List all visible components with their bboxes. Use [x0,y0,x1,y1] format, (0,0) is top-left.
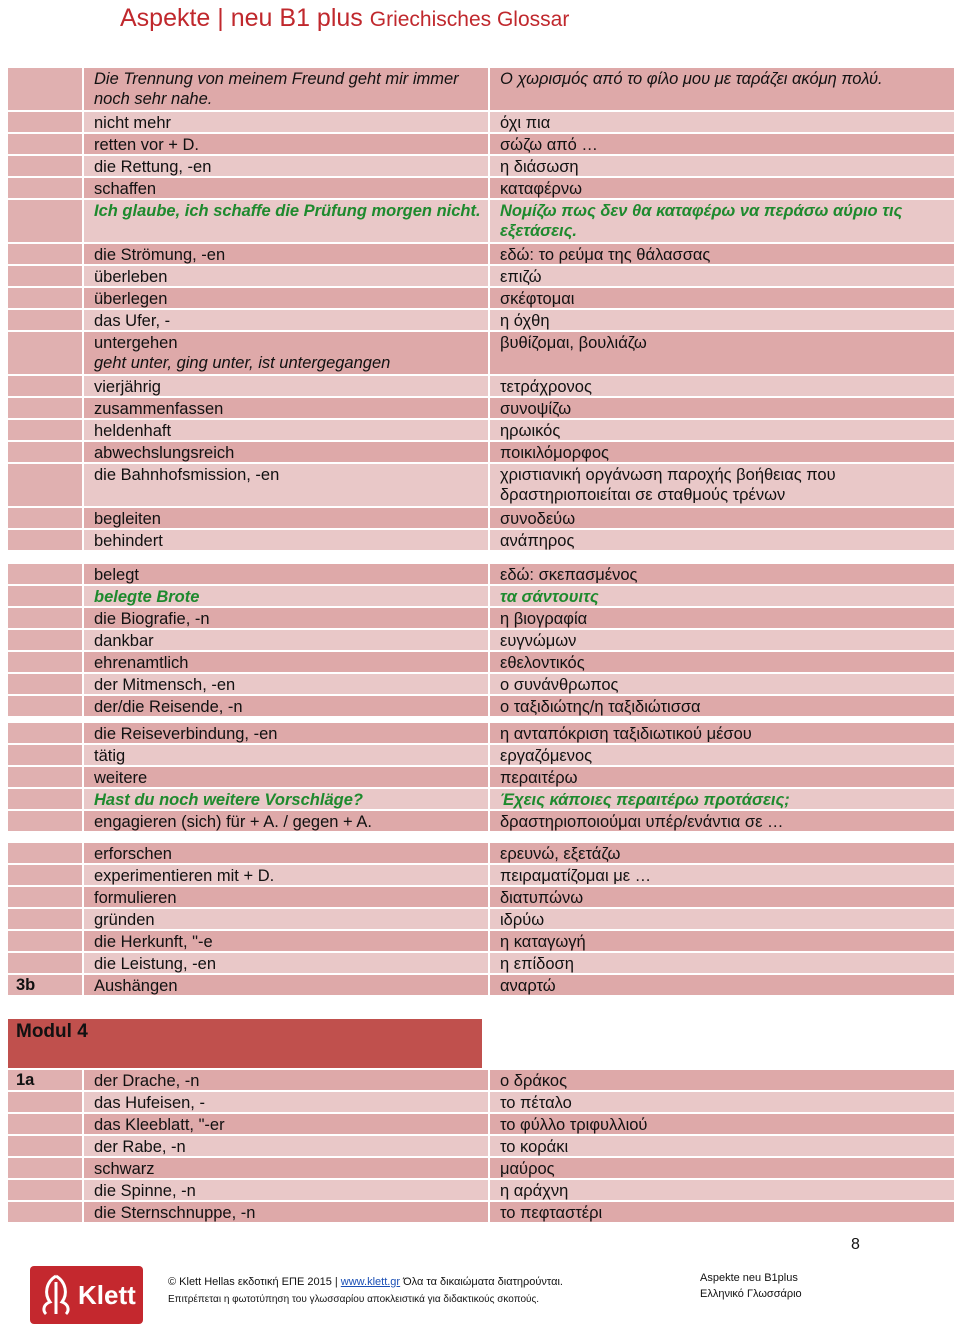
greek-translation: βυθίζομαι, βουλιάζω [490,332,954,374]
page-title [120,4,569,33]
greek-translation: δραστηριοποιούμαι υπέρ/ενάντια σε … [490,811,954,831]
greek-translation: αναρτώ [490,975,954,995]
german-term [84,244,488,264]
german-term-text: überlegen [94,290,168,308]
exercise-cell [8,564,82,584]
greek-translation: εθελοντικός [490,652,954,672]
glossary-row [8,420,956,442]
german-term [84,266,488,286]
glossary-table-section-2 [8,564,956,718]
exercise-cell [8,508,82,528]
german-term-text: formulieren [94,889,177,907]
greek-translation: καταφέρνω [490,178,954,198]
glossary-row [8,630,956,652]
german-term-text: der Drache, -n [94,1072,200,1090]
german-term-text: die Leistung, -en [94,955,217,973]
german-term-text: Aushängen [94,977,178,995]
glossary-table-section-5 [8,1070,956,1224]
exercise-cell [8,975,82,995]
exercise-cell [8,630,82,650]
exercise-cell [8,865,82,885]
greek-translation: τα σάντουιτς [490,586,954,606]
german-term [84,811,488,831]
brand-name: Aspekte [120,4,211,32]
german-term-text: abwechslungsreich [94,444,235,462]
klett-logo-icon [36,1272,76,1318]
german-term [84,530,488,550]
german-term [84,564,488,584]
greek-translation: το φύλλο τριφυλλιού [490,1114,954,1134]
greek-translation: ιδρύω [490,909,954,929]
glossary-row [8,1202,956,1224]
glossary-row [8,843,956,865]
glossary-row [8,1136,956,1158]
german-term-text: dankbar [94,632,154,650]
german-term [84,464,488,506]
glossary-row [8,811,956,833]
german-term-text: ehrenamtlich [94,654,189,672]
glossary-row [8,134,956,156]
glossary-table-section-1 [8,68,956,552]
greek-translation: το κοράκι [490,1136,954,1156]
greek-translation: ο δράκος [490,1070,954,1090]
german-term-text: die Bahnhofsmission, -en [94,466,280,484]
exercise-cell [8,156,82,176]
german-term [84,398,488,418]
greek-translation: διατυπώνω [490,887,954,907]
german-term-text: die Biografie, -n [94,610,210,628]
page-number: 8 [851,1236,860,1253]
german-term-text: die Spinne, -n [94,1182,196,1200]
german-term-text: belegte Brote [94,588,200,606]
exercise-cell [8,789,82,809]
greek-translation: μαύρος [490,1158,954,1178]
german-term-text: vierjährig [94,378,161,396]
german-term [84,376,488,396]
greek-translation: σκέφτομαι [490,288,954,308]
greek-translation: σώζω από … [490,134,954,154]
glossary-row [8,112,956,134]
exercise-cell [8,1136,82,1156]
greek-translation: όχι πια [490,112,954,132]
german-term [84,332,488,374]
exercise-cell [8,723,82,743]
greek-translation: η αράχνη [490,1180,954,1200]
german-term-text: gründen [94,911,155,929]
glossary-subtitle: Griechisches Glossar [369,8,570,31]
german-term-text: das Hufeisen, - [94,1094,205,1112]
glossary-row [8,887,956,909]
glossary-row [8,1070,956,1092]
glossary-row [8,767,956,789]
german-term-text: Hast du noch weitere Vorschläge? [94,791,363,809]
glossary-row [8,909,956,931]
german-term-text: belegt [94,566,139,584]
exercise-cell [8,68,82,110]
glossary-row [8,931,956,953]
greek-translation: τετράχρονος [490,376,954,396]
german-term [84,843,488,863]
german-term [84,608,488,628]
german-term-text: begleiten [94,510,161,528]
exercise-cell [8,1158,82,1178]
glossary-row [8,608,956,630]
greek-translation: ηρωικός [490,420,954,440]
exercise-cell [8,530,82,550]
copyright-line [168,1276,563,1288]
copy-notice: Επιτρέπεται η φωτοτύπηση του γλωσσαρίου αποκλειστικά για διδακτικούς σκοπούς. [168,1294,540,1305]
german-term-text: zusammenfassen [94,400,224,418]
german-term-text: weitere [94,769,148,787]
german-term [84,1180,488,1200]
german-term-text: engagieren (sich) für + A. / gegen + A. [94,813,372,831]
module-title: Modul 4 [16,1021,88,1042]
greek-translation: περαιτέρω [490,767,954,787]
glossary-row [8,310,956,332]
greek-translation: ποικιλόμορφος [490,442,954,462]
exercise-cell [8,398,82,418]
exercise-cell [8,1202,82,1222]
logo-text: Klett [78,1280,136,1310]
module-header-right [484,1019,956,1068]
greek-translation: συνοδεύω [490,508,954,528]
exercise-cell [8,376,82,396]
glossary-row [8,68,956,112]
german-term-text: retten vor + D. [94,136,200,154]
german-term [84,586,488,606]
german-term [84,630,488,650]
german-term-text: heldenhaft [94,422,172,440]
greek-translation: χριστιανική οργάνωση παροχής βοήθειας που δραστηριοποιείται σε σταθμούς τρένων [490,464,954,506]
german-term-text: die Herkunft, "-e [94,933,213,951]
exercise-label: 1a [16,1071,35,1089]
exercise-cell [8,310,82,330]
exercise-cell [8,332,82,374]
glossary-row [8,398,956,420]
german-forms: geht unter, ging unter, ist untergegangen [94,354,391,372]
glossary-row [8,789,956,811]
glossary-row [8,530,956,552]
exercise-cell [8,134,82,154]
glossary-row [8,266,956,288]
german-term [84,420,488,440]
german-term [84,745,488,765]
german-term [84,975,488,995]
german-term [84,134,488,154]
glossary-row [8,1180,956,1202]
website-link[interactable]: www.klett.gr [340,1276,401,1288]
german-term-text: der Rabe, -n [94,1138,186,1156]
german-term-text: die Reiseverbindung, -en [94,725,278,743]
edition-name: neu B1 plus [230,4,363,32]
german-term-text: die Strömung, -en [94,246,226,264]
glossary-table-section-4 [8,843,956,997]
exercise-cell [8,1180,82,1200]
greek-translation: επιζώ [490,266,954,286]
exercise-cell [8,112,82,132]
exercise-label: 3b [16,976,36,994]
greek-translation: ερευνώ, εξετάζω [490,843,954,863]
glossary-row [8,1114,956,1136]
glossary-row [8,288,956,310]
german-term [84,1202,488,1222]
exercise-cell [8,909,82,929]
german-term-text: Die Trennung von meinem Freund geht mir immer noch sehr nahe. [94,70,459,108]
exercise-cell [8,843,82,863]
book-title: Aspekte neu B1plus [700,1272,798,1284]
exercise-cell [8,586,82,606]
glossary-table-section-3 [8,723,956,833]
exercise-cell [8,696,82,716]
glossary-row [8,1158,956,1180]
german-term-text: nicht mehr [94,114,172,132]
module-header [8,1019,482,1068]
exercise-cell [8,767,82,787]
german-term-text: der Mitmensch, -en [94,676,236,694]
glossary-row [8,464,956,508]
greek-translation: η επίδοση [490,953,954,973]
glossary-row [8,975,956,997]
glossary-row [8,332,956,376]
glossary-row [8,200,956,244]
exercise-cell [8,674,82,694]
glossary-row [8,156,956,178]
greek-translation: η ανταπόκριση ταξιδιωτικού μέσου [490,723,954,743]
greek-translation: συνοψίζω [490,398,954,418]
greek-translation: το πέταλο [490,1092,954,1112]
glossary-row [8,865,956,887]
exercise-cell [8,464,82,506]
exercise-cell [8,288,82,308]
exercise-cell [8,244,82,264]
glossary-row [8,376,956,398]
german-term [84,508,488,528]
german-term-text: überleben [94,268,168,286]
glossary-row [8,178,956,200]
german-term [84,652,488,672]
german-term [84,1158,488,1178]
german-term-text: die Sternschnuppe, -n [94,1204,256,1222]
german-term-text: experimentieren mit + D. [94,867,275,885]
glossary-row [8,696,956,718]
german-term [84,887,488,907]
glossary-row [8,652,956,674]
german-term [84,767,488,787]
greek-translation: η όχθη [490,310,954,330]
german-term [84,1070,488,1090]
exercise-cell [8,442,82,462]
german-term-text: tätig [94,747,126,765]
exercise-cell [8,266,82,286]
greek-translation: εργαζόμενος [490,745,954,765]
german-term [84,789,488,809]
exercise-cell [8,953,82,973]
glossary-row [8,564,956,586]
german-term-text: Ich glaube, ich schaffe die Prüfung morgen nicht. [94,202,481,220]
greek-translation: ο ταξιδιώτης/η ταξιδιώτισσα [490,696,954,716]
copyright-prefix: © Klett Hellas εκδοτική ΕΠΕ 2015 | [168,1276,338,1288]
german-term-text: schwarz [94,1160,155,1178]
glossary-row [8,723,956,745]
greek-translation: Ο χωρισμός από το φίλο μου με ταράζει ακόμη πολύ. [490,68,954,110]
german-term-text: erforschen [94,845,172,863]
german-term [84,310,488,330]
exercise-cell [8,1114,82,1134]
german-term [84,865,488,885]
german-term-text: die Rettung, -en [94,158,212,176]
greek-translation: Νομίζω πως δεν θα καταφέρω να περάσω αύριο τις εξετάσεις. [490,200,954,242]
glossary-row [8,508,956,530]
german-term [84,696,488,716]
german-term [84,1136,488,1156]
german-term [84,674,488,694]
german-term-text: untergehen [94,334,178,352]
german-term [84,953,488,973]
exercise-cell [8,1092,82,1112]
german-term [84,723,488,743]
glossary-row [8,244,956,266]
greek-translation: Έχεις κάποιες περαιτέρω προτάσεις; [490,789,954,809]
german-term [84,1114,488,1134]
german-term [84,200,488,242]
german-term [84,178,488,198]
greek-translation: το πεφταστέρι [490,1202,954,1222]
german-term-text: behindert [94,532,163,550]
glossary-row [8,586,956,608]
german-term [84,156,488,176]
glossary-row [8,674,956,696]
greek-translation: η βιογραφία [490,608,954,628]
greek-translation: εδώ: το ρεύμα της θάλασσας [490,244,954,264]
exercise-cell [8,931,82,951]
exercise-cell [8,745,82,765]
greek-translation: ανάπηρος [490,530,954,550]
greek-translation: ευγνώμων [490,630,954,650]
exercise-cell [8,200,82,242]
german-term [84,112,488,132]
greek-translation: πειραματίζομαι με … [490,865,954,885]
exercise-cell [8,420,82,440]
title-separator: | [217,4,224,32]
glossary-row [8,745,956,767]
glossary-row [8,1092,956,1114]
exercise-cell [8,608,82,628]
exercise-cell [8,811,82,831]
german-term [84,68,488,110]
copyright-suffix: Όλα τα δικαιώματα διατηρούνται. [403,1276,563,1288]
german-term [84,1092,488,1112]
german-term [84,442,488,462]
exercise-cell [8,178,82,198]
german-term-text: der/die Reisende, -n [94,698,243,716]
german-term-text: das Ufer, - [94,312,171,330]
german-term-text: schaffen [94,180,157,198]
greek-translation: η καταγωγή [490,931,954,951]
greek-translation: ο συνάνθρωπος [490,674,954,694]
german-term-text: das Kleeblatt, "-er [94,1116,225,1134]
greek-translation: εδώ: σκεπασμένος [490,564,954,584]
german-term [84,931,488,951]
german-term [84,909,488,929]
german-term [84,288,488,308]
exercise-cell [8,652,82,672]
glossary-row [8,442,956,464]
glossary-row [8,953,956,975]
exercise-cell [8,887,82,907]
book-subtitle: Ελληνικό Γλωσσάριο [700,1288,802,1300]
exercise-cell [8,1070,82,1090]
klett-logo [30,1266,143,1324]
greek-translation: η διάσωση [490,156,954,176]
